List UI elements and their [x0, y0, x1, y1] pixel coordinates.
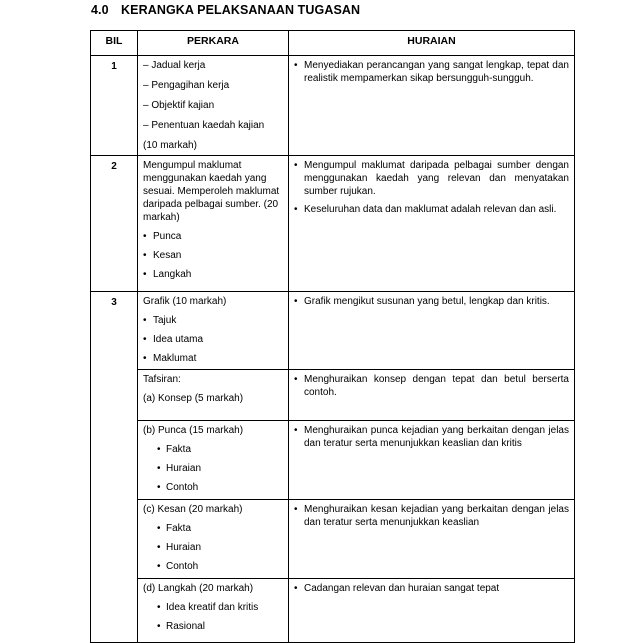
list-item: • Punca	[143, 230, 283, 243]
perkara-cell	[138, 421, 289, 500]
list-item: • Menghuraikan konsep dengan tepat dan betul berserta contoh.	[294, 373, 569, 399]
list-item: • Menghuraikan kesan kejadian yang berkaitan dengan jelas dan teratur serta menunjukkan keaslian	[294, 503, 569, 529]
perkara-title: Tafsiran:	[143, 374, 181, 385]
huraian-cell	[289, 156, 575, 292]
list-item: • Kesan	[143, 249, 283, 262]
perkara-cell	[138, 370, 289, 421]
table-row	[91, 292, 575, 370]
list-item: • Cadangan relevan dan huraian sangat tepat	[294, 582, 569, 595]
perkara-cell	[138, 292, 289, 370]
huraian-cell	[289, 579, 575, 643]
perkara-title: (d) Langkah (20 markah)	[143, 583, 254, 594]
row-number: 1	[91, 56, 138, 156]
list-item: • Contoh	[143, 481, 283, 494]
huraian-cell	[289, 421, 575, 500]
huraian-cell	[289, 56, 575, 156]
table-header-row	[91, 31, 575, 56]
table-row	[91, 500, 575, 579]
list-item: • Menyediakan perancangan yang sangat lengkap, tepat dan realistik mempamerkan sikap bersungguh-sungguh.	[294, 59, 569, 85]
perkara-title: (c) Kesan (20 markah)	[143, 504, 243, 515]
table-row	[91, 579, 575, 643]
marks-label: (10 markah)	[143, 140, 197, 151]
header-bil: BIL	[91, 31, 138, 56]
list-item: • Huraian	[143, 462, 283, 475]
list-item: – Jadual kerja	[143, 60, 206, 71]
list-item: • Grafik mengikut susunan yang betul, lengkap dan kritis.	[294, 295, 569, 308]
row-number: 2	[91, 156, 138, 292]
list-item: • Fakta	[143, 522, 283, 535]
list-item: • Huraian	[143, 541, 283, 554]
perkara-title: (b) Punca (15 markah)	[143, 425, 244, 436]
section-number: 4.0	[91, 3, 109, 17]
header-perkara: PERKARA	[138, 31, 289, 56]
perkara-title: Grafik (10 markah)	[143, 296, 227, 307]
perkara-cell	[138, 500, 289, 579]
list-item: • Idea utama	[143, 333, 283, 346]
list-item: • Maklumat	[143, 352, 283, 365]
list-item: • Contoh	[143, 560, 283, 573]
list-item: • Langkah	[143, 268, 283, 281]
list-item: • Keseluruhan data dan maklumat adalah relevan dan asli.	[294, 203, 569, 216]
perkara-cell	[138, 579, 289, 643]
list-item: – Objektif kajian	[143, 100, 215, 111]
table-row	[91, 370, 575, 421]
list-item: – Pengagihan kerja	[143, 80, 230, 91]
perkara-subtitle: (a) Konsep (5 markah)	[143, 393, 244, 404]
huraian-cell	[289, 500, 575, 579]
list-item: • Idea kreatif dan kritis	[143, 601, 283, 614]
huraian-cell	[289, 292, 575, 370]
section-title: KERANGKA PELAKSANAAN TUGASAN	[121, 3, 361, 17]
header-huraian: HURAIAN	[289, 31, 575, 56]
huraian-cell	[289, 370, 575, 421]
list-item: • Rasional	[143, 620, 283, 633]
task-framework-table	[90, 30, 575, 643]
perkara-cell	[138, 56, 289, 156]
table-row	[91, 56, 575, 156]
perkara-text: Mengumpul maklumat menggunakan kaedah yang sesuai. Memperoleh maklumat daripada pelbagai sumber. (20 markah)	[143, 160, 280, 223]
table-row	[91, 156, 575, 292]
list-item: • Tajuk	[143, 314, 283, 327]
table-row	[91, 421, 575, 500]
list-item: • Menghuraikan punca kejadian yang berkaitan dengan jelas dan teratur serta menunjukkan keaslian dan kritis	[294, 424, 569, 450]
section-heading	[91, 3, 360, 17]
perkara-cell	[138, 156, 289, 292]
list-item: • Fakta	[143, 443, 283, 456]
list-item: • Mengumpul maklumat daripada pelbagai sumber dengan menggunakan kaedah yang relevan dan menyatakan sumber rujukan.	[294, 159, 569, 198]
list-item: – Penentuan kaedah kajian	[143, 120, 265, 131]
row-number: 3	[91, 292, 138, 643]
